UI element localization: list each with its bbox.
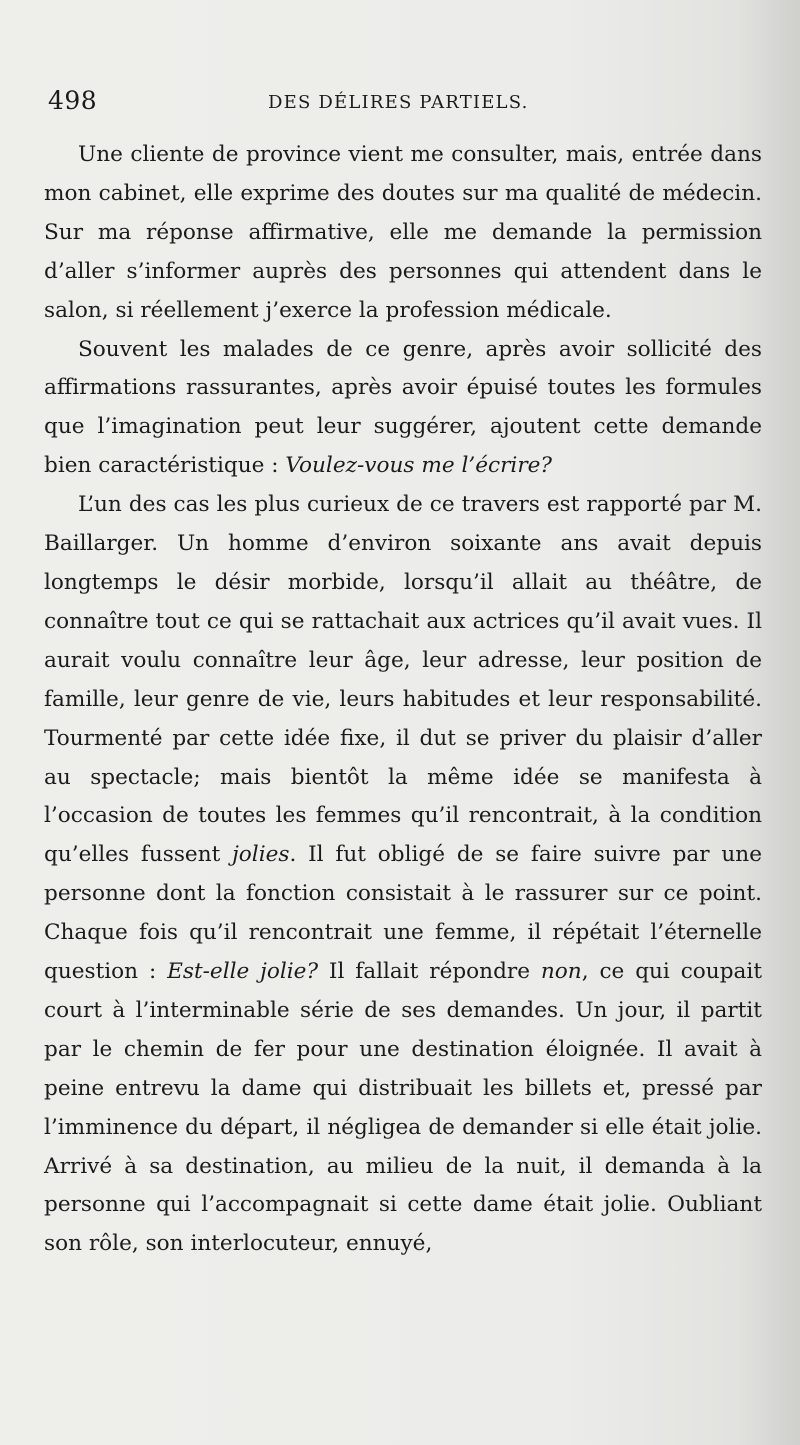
paragraph-3-italic-question: Est-elle jolie? [167, 959, 319, 985]
paragraph-3-text-part-2: . Il fut obligé de se faire suivre par une personne dont la fonction consistait à le rassurer sur ce point. Chaque fois qu’il rencontrait une femme, il répétait l’éternelle question : [44, 842, 762, 985]
paragraph-2-text: Souvent les malades de ce genre, après avoir sollicité des affirmations rassurantes, après avoir épuisé toutes les formules que l’imagination peut leur suggérer, ajoutent cette demande bien caractéristique : [44, 336, 762, 479]
paragraph-3-text-part-1: L’un des cas les plus curieux de ce travers est rapporté par M. Baillarger. Un homme d’environ soixante ans avait depuis longtemps le désir morbide, lorsqu’il allait au théâtre, de connaître tout ce qui se rattachait aux actrices qu’il avait vues. Il aurait voulu connaître leur âge, leur adresse, leur position de famille, leur genre de vie, leurs habitudes et leur responsabilité. Tourmenté par cette idée fixe, il dut se priver du plaisir d’aller au spectacle; mais bientôt la même idée se manifesta à l’occasion de toutes les femmes qu’il rencontrait, à la condition qu’elles fussent [44, 492, 762, 868]
paragraph-3-text-part-4: , ce qui coupait court à l’interminable série de ses demandes. Un jour, il partit par le chemin de fer pour une destination éloignée. Il avait à peine entrevu la dame qui distribuait les billets et, pressé par l’imminence du départ, il négligea de demander si elle était jolie. Arrivé à sa destination, au milieu de la nuit, il demanda à la personne qui l’accompagnait si cette dame était jolie. Oubliant son rôle, son interlocuteur, ennuyé, [44, 959, 762, 1257]
paragraph-3-italic-jolies: jolies [232, 842, 290, 868]
paragraph-3-italic-non: non [540, 959, 582, 985]
running-title: DES DÉLIRES PARTIELS. [268, 92, 529, 113]
paragraph-2-italic-quote: Voulez-vous me l’écrire? [285, 453, 553, 479]
paragraph-3-text-part-3: Il fallait répondre [318, 959, 541, 985]
paragraph-1-text: Une cliente de province vient me consulter, mais, entrée dans mon cabinet, elle exprime des doutes sur ma qualité de médecin. Sur ma réponse affirmative, elle me demande la permission d’aller s’informer auprès des personnes qui attendent dans le salon, si réellement j’exerce la profession médicale. [44, 142, 762, 323]
running-head [44, 0, 762, 124]
paragraph-3 [44, 486, 762, 1264]
paragraph-2 [44, 331, 762, 487]
page-number: 498 [48, 86, 98, 115]
paragraph-1 [44, 136, 762, 331]
body-text [44, 136, 762, 1264]
